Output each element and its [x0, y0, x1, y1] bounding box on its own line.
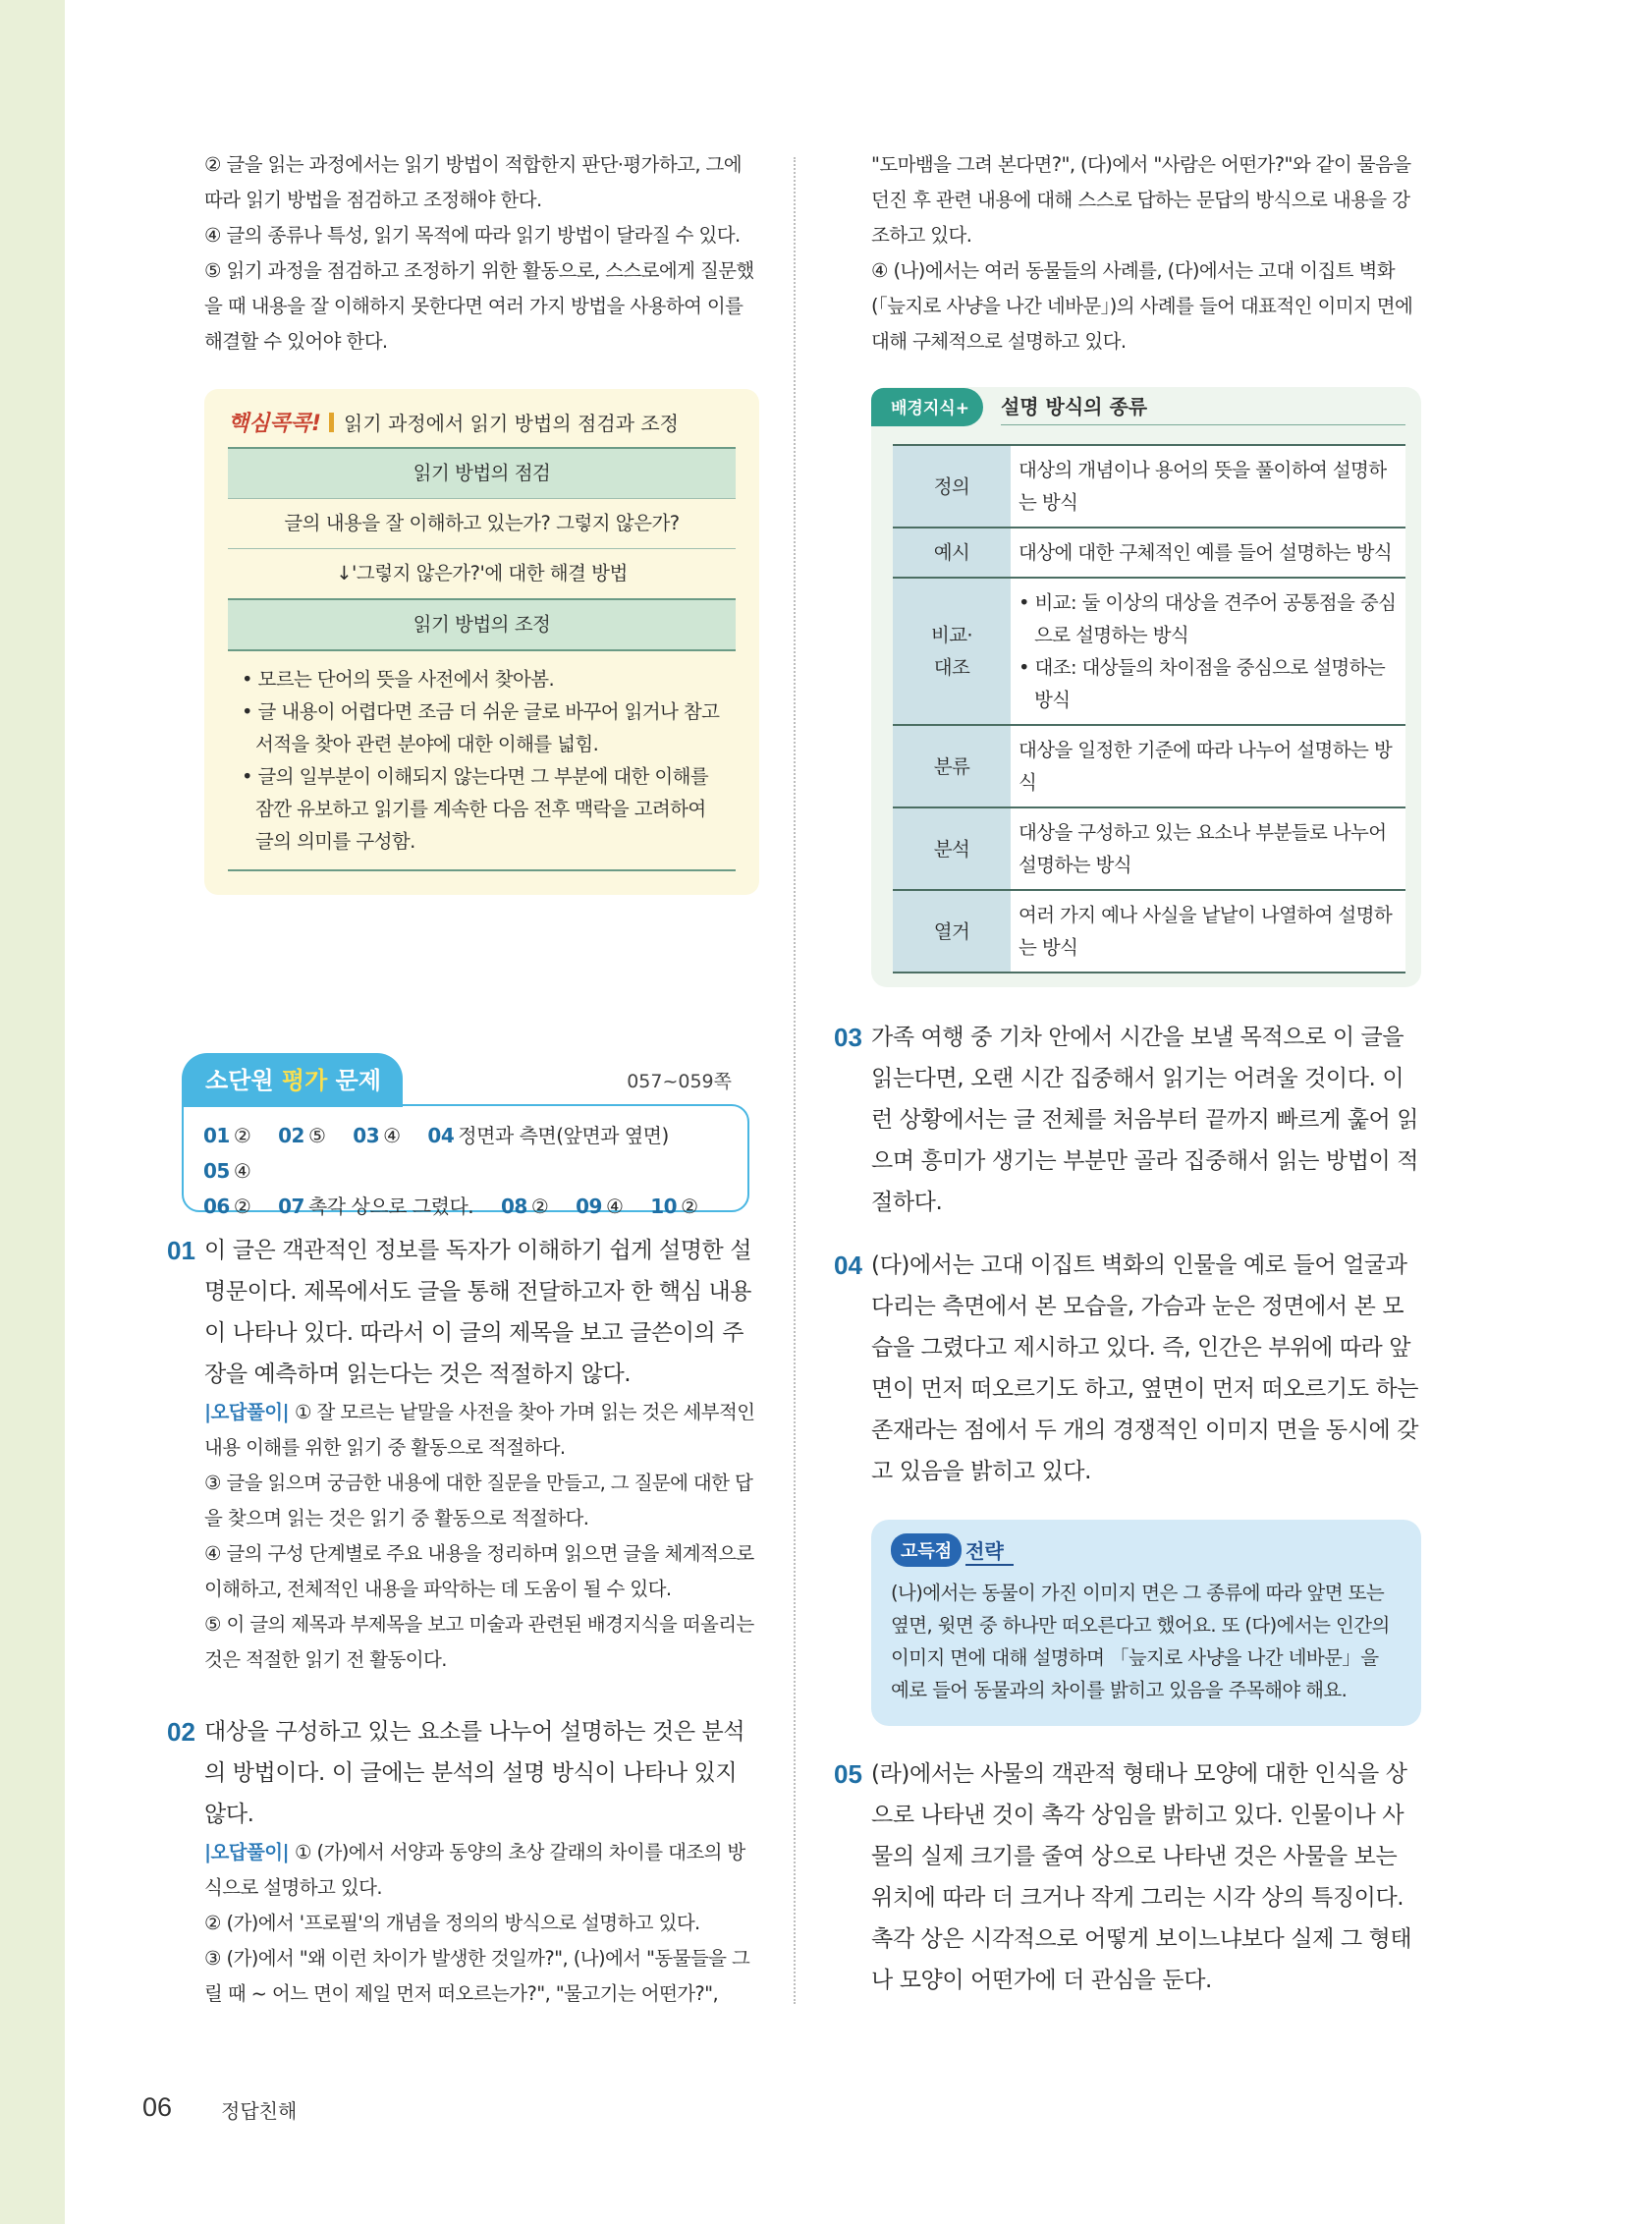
wrong-answer-note: |오답풀이| ① 잘 모르는 낱말을 사전을 찾아 가며 읽는 것은 세부적인 내용 이해를 위한 읽기 중 활동으로 적절하다. — [204, 1401, 755, 1459]
background-knowledge-box — [871, 387, 1421, 987]
list-item: • 모르는 단어의 뜻을 사전에서 찾아봄. — [242, 668, 555, 691]
table-row — [893, 807, 1405, 890]
strategy-header — [891, 1533, 1402, 1567]
table-row — [893, 890, 1405, 973]
answer-item: 04 정면과 측면(앞면과 옆면) — [427, 1124, 669, 1147]
question-number: 05 — [834, 1759, 862, 1789]
method-desc: 대상의 개념이나 용어의 뜻을 풀이하여 설명하는 방식 — [1011, 445, 1405, 528]
left-column-lower — [167, 1230, 759, 2012]
table-row — [893, 528, 1405, 578]
wrong-answer-note: ⑤ 이 글의 제목과 부제목을 보고 미술과 관련된 배경지식을 떠올리는 것은 적절한 읽기 전 활동이다. — [204, 1613, 754, 1671]
explanation-text: 이 글은 객관적인 정보를 독자가 이해하기 쉽게 설명한 설명문이다. 제목에서도 글을 통해 전달하고자 한 핵심 내용이 나타나 있다. 따라서 이 글의 제목을 보고 글쓴이의 주장을 예측하며 읽는다는 것은 적절하지 않다. — [204, 1238, 752, 1387]
background-header — [871, 387, 1405, 426]
question-number: 01 — [167, 1236, 195, 1265]
method-desc — [1011, 578, 1405, 725]
unit-tab-prefix: 소단원 — [205, 1067, 282, 1094]
left-column — [204, 147, 759, 895]
method-name: 비교· 대조 — [893, 578, 1011, 725]
method-name: 분석 — [893, 807, 1011, 890]
list-item: • 글 내용이 어렵다면 조금 더 쉬운 글로 바꾸어 읽거나 참고 서적을 찾아 관련 분야에 대한 이해를 넓힘. — [242, 700, 720, 755]
column-divider — [794, 157, 796, 2004]
adjust-method-list — [228, 649, 736, 871]
answer-row-1 — [203, 1118, 728, 1189]
list-item: • 비교: 둘 이상의 대상을 견주어 공통점을 중심으로 설명하는 방식 — [1019, 591, 1397, 646]
explanation-methods-table — [893, 444, 1405, 973]
answer-item: 09 ④ — [576, 1195, 624, 1218]
adjust-method-header: 읽기 방법의 조정 — [228, 598, 736, 649]
key-check-logo: 핵심콕콕! — [228, 412, 322, 436]
wrong-answer-note: ② (가)에서 '프로필'의 개념을 정의의 방식으로 설명하고 있다. — [204, 1912, 700, 1934]
wrong-answer-note: |오답풀이| ① (가)에서 서양과 동양의 초상 갈래의 차이를 대조의 방식으로 설명하고 있다. — [204, 1841, 745, 1899]
prev-answer-note-5: ⑤ 읽기 과정을 점검하고 조정하기 위한 활동으로, 스스로에게 질문했을 때 내용을 잘 이해하지 못한다면 여러 가지 방법을 사용하여 이를 해결할 수 있어야 한다. — [204, 259, 754, 353]
method-desc: 대상을 구성하고 있는 요소나 부분들로 나누어 설명하는 방식 — [1011, 807, 1405, 890]
answer-item: 10 ② — [650, 1195, 698, 1218]
question-number: 02 — [167, 1717, 195, 1747]
high-score-strategy-box — [871, 1520, 1421, 1726]
explanation-text: 대상을 구성하고 있는 요소를 나누어 설명하는 것은 분석의 방법이다. 이 글에는 분석의 설명 방식이 나타나 있지 않다. — [204, 1719, 745, 1827]
explanation-text: 가족 여행 중 기차 안에서 시간을 보낼 목적으로 이 글을 읽는다면, 오랜 시간 집중해서 읽기는 어려울 것이다. 이런 상황에서는 글 전체를 처음부터 끝까지 빠르게 훑어 읽으며 흥미가 생기는 부분만 골라 집중해서 읽는 방법이 적절하다. — [871, 1025, 1419, 1215]
explanation-text: (다)에서는 고대 이집트 벽화의 인물을 예로 들어 얼굴과 다리는 측면에서 본 모습을, 가슴과 눈은 정면에서 본 모습을 그렸다고 제시하고 있다. 즉, 인간은 부위에 따라 앞면이 먼저 떠오르기도 하고, 옆면이 먼저 떠오르기도 하는 존재라는 점에서 두 개의 경쟁적인 이미지 면을 동시에 갖고 있음을 밝히고 있다. — [871, 1252, 1419, 1484]
method-desc: 대상을 일정한 기준에 따라 나누어 설명하는 방식 — [1011, 725, 1405, 807]
right-column — [834, 147, 1421, 2001]
check-method-header: 읽기 방법의 점검 — [228, 447, 736, 498]
wrong-answer-tag: |오답풀이| — [204, 1841, 289, 1863]
prev-answer-note-4: ④ 글의 종류나 특성, 읽기 목적에 따라 읽기 방법이 달라질 수 있다. — [204, 224, 741, 247]
background-title: 설명 방식의 종류 — [1001, 389, 1405, 425]
table-row — [893, 725, 1405, 807]
explanation-01 — [167, 1230, 759, 1678]
key-check-title: 읽기 과정에서 읽기 방법의 점검과 조정 — [344, 412, 679, 435]
list-item: • 글의 일부분이 이해되지 않는다면 그 부분에 대한 이해를 잠깐 유보하고 읽기를 계속한 다음 전후 맥락을 고려하여 글의 의미를 구성함. — [242, 765, 709, 853]
method-desc: 대상에 대한 구체적인 예를 들어 설명하는 방식 — [1011, 528, 1405, 578]
list-item: • 대조: 대상들의 차이점을 중심으로 설명하는 방식 — [1019, 656, 1386, 711]
key-check-bar — [329, 413, 334, 432]
answer-item: 05 ④ — [203, 1159, 251, 1183]
wrong-answer-tag: |오답풀이| — [204, 1401, 289, 1423]
check-question: 글의 내용을 잘 이해하고 있는가? 그렇지 않은가? — [228, 498, 736, 548]
answer-item: 07 촉각 상으로 그렸다. — [278, 1195, 474, 1218]
continued-note-4: ④ (나)에서는 여러 동물들의 사례를, (다)에서는 고대 이집트 벽화(「늪지로 사냥을 나간 네바문」)의 사례를 들어 대표적인 이미지 면에 대해 구체적으로 설명하고 있다. — [871, 259, 1413, 353]
wrong-answer-note: ③ (가)에서 "왜 이런 차이가 발생한 것일까?", (나)에서 "동물들을 그릴 때 ~ 어느 면이 제일 먼저 떠오르는가?", "물고기는 어떤가?", — [204, 1947, 750, 2005]
key-check-header — [228, 407, 736, 437]
table-row — [893, 578, 1405, 725]
method-name: 분류 — [893, 725, 1011, 807]
answer-item: 06 ② — [203, 1195, 251, 1218]
prev-answer-note-2: ② 글을 읽는 과정에서는 읽기 방법이 적합한지 판단·평가하고, 그에 따라 읽기 방법을 점검하고 조정해야 한다. — [204, 153, 743, 211]
strategy-label: 전략 — [965, 1535, 1014, 1566]
question-number: 03 — [834, 1023, 862, 1052]
method-name: 정의 — [893, 445, 1011, 528]
wrong-answer-note: ④ 글의 구성 단계별로 주요 내용을 정리하며 읽으면 글을 체계적으로 이해하고, 전체적인 내용을 파악하는 데 도움이 될 수 있다. — [204, 1542, 754, 1600]
unit-tab-suffix: 문제 — [327, 1067, 382, 1094]
method-desc: 여러 가지 예나 사실을 낱낱이 나열하여 설명하는 방식 — [1011, 890, 1405, 973]
page-side-band — [0, 0, 65, 2224]
background-badge: 배경지식+ — [871, 388, 983, 426]
answer-row-2 — [203, 1189, 728, 1224]
question-number: 04 — [834, 1251, 862, 1280]
solution-arrow-text: ↓'그렇지 않은가?'에 대한 해결 방법 — [228, 548, 736, 598]
explanation-02 — [167, 1711, 759, 2012]
unit-page-range: 057~059쪽 — [627, 1071, 732, 1092]
answer-item: 08 ② — [500, 1195, 549, 1218]
explanation-04 — [834, 1245, 1421, 1492]
table-row — [893, 445, 1405, 528]
page-number: 06 — [142, 2092, 173, 2122]
explanation-05 — [834, 1753, 1421, 2001]
method-name: 예시 — [893, 528, 1011, 578]
high-score-icon: 고득점 — [891, 1533, 962, 1567]
key-check-box — [204, 389, 759, 895]
method-name: 열거 — [893, 890, 1011, 973]
answer-key-box — [182, 1104, 749, 1218]
answer-item: 03 ④ — [353, 1124, 401, 1147]
wrong-answer-note: ③ 글을 읽으며 궁금한 내용에 대한 질문을 만들고, 그 질문에 대한 답을 찾으며 읽는 것은 읽기 중 활동으로 적절하다. — [204, 1472, 753, 1529]
continued-note: "도마뱀을 그려 본다면?", (다)에서 "사람은 어떤가?"와 같이 물음을 던진 후 관련 내용에 대해 스스로 답하는 문답의 방식으로 내용을 강조하고 있다. — [871, 153, 1411, 247]
strategy-text: (나)에서는 동물이 가진 이미지 면은 그 종류에 따라 앞면 또는 옆면, 윗면 중 하나만 떠오른다고 했어요. 또 (다)에서는 인간의 이미지 면에 대해 설명하며 「늪지로 사냥을 나간 네바문」을 예로 들어 동물과의 차이를 밝히고 있음을 주목해야 해요. — [891, 1582, 1390, 1701]
answer-item: 02 ⑤ — [278, 1124, 326, 1147]
unit-tab-accent: 평가 — [281, 1067, 328, 1094]
explanation-03 — [834, 1017, 1421, 1223]
unit-evaluation-tab — [182, 1053, 403, 1107]
answer-item: 01 ② — [203, 1124, 251, 1147]
explanation-text: (라)에서는 사물의 객관적 형태나 모양에 대한 인식을 상으로 나타낸 것이 촉각 상임을 밝히고 있다. 인물이나 사물의 실제 크기를 줄여 상으로 나타낸 것은 사물을 보는 위치에 따라 더 크거나 작게 그리는 시각 상의 특징이다. 촉각 상은 시각적으로 어떻게 보이느냐보다 실제 그 형태나 모양이 어떤가에 더 관심을 둔다. — [871, 1761, 1412, 1993]
book-title: 정답친해 — [221, 2099, 298, 2123]
